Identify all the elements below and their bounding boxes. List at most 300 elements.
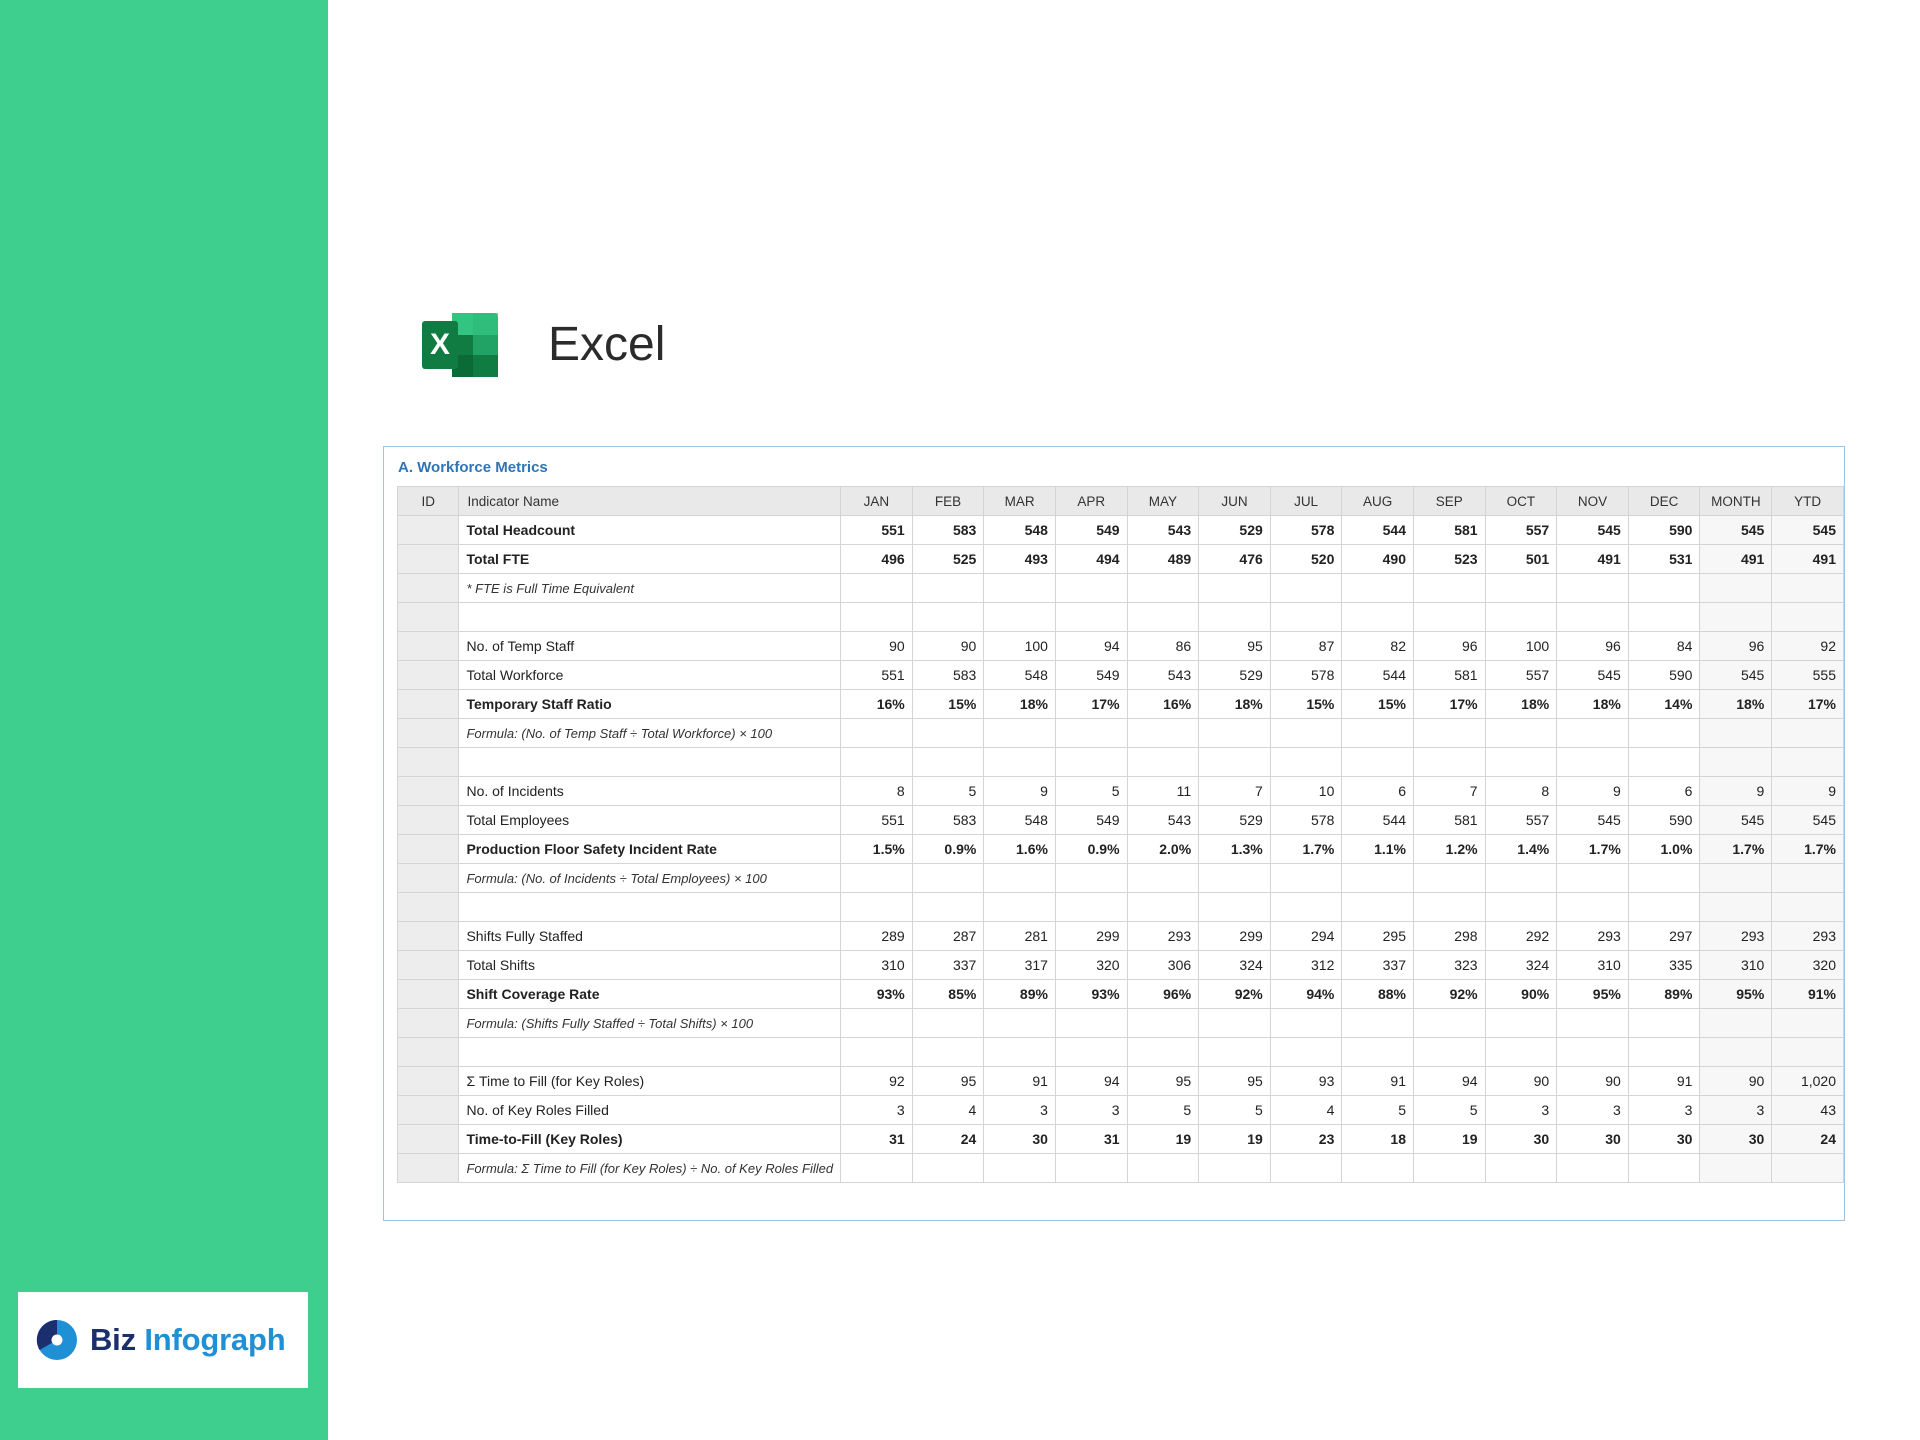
cell-month-summary[interactable]: 545 xyxy=(1700,516,1772,545)
cell-ytd-summary[interactable]: 9 xyxy=(1772,777,1844,806)
cell-month-value[interactable] xyxy=(984,574,1056,603)
cell-id[interactable] xyxy=(398,806,459,835)
cell-month-value[interactable] xyxy=(1199,748,1271,777)
cell-formula-note[interactable]: Formula: (No. of Temp Staff ÷ Total Workforce) × 100 xyxy=(459,719,841,748)
cell-ytd-summary[interactable]: 24 xyxy=(1772,1125,1844,1154)
cell-month-value[interactable] xyxy=(1413,574,1485,603)
cell-month-value[interactable]: 294 xyxy=(1270,922,1342,951)
cell-month-value[interactable]: 90 xyxy=(912,632,984,661)
cell-month-value[interactable]: 92% xyxy=(1199,980,1271,1009)
cell-month-value[interactable]: 281 xyxy=(984,922,1056,951)
cell-month-value[interactable] xyxy=(1557,748,1629,777)
cell-month-summary[interactable] xyxy=(1700,603,1772,632)
cell-ytd-summary[interactable]: 91% xyxy=(1772,980,1844,1009)
cell-month-value[interactable]: 295 xyxy=(1342,922,1414,951)
column-header-ytd[interactable]: YTD xyxy=(1772,487,1844,516)
cell-month-value[interactable]: 7 xyxy=(1199,777,1271,806)
cell-month-summary[interactable]: 545 xyxy=(1700,806,1772,835)
cell-month-value[interactable]: 19 xyxy=(1413,1125,1485,1154)
cell-month-value[interactable] xyxy=(1270,1154,1342,1183)
column-header-feb[interactable]: FEB xyxy=(912,487,984,516)
cell-month-value[interactable]: 5 xyxy=(1199,1096,1271,1125)
column-header-month[interactable]: MONTH xyxy=(1700,487,1772,516)
column-header-apr[interactable]: APR xyxy=(1055,487,1127,516)
cell-indicator-name[interactable]: Total FTE xyxy=(459,545,841,574)
cell-month-value[interactable]: 337 xyxy=(1342,951,1414,980)
cell-indicator-name[interactable] xyxy=(459,603,841,632)
cell-month-value[interactable]: 1.2% xyxy=(1413,835,1485,864)
cell-month-value[interactable]: 551 xyxy=(841,516,913,545)
cell-month-summary[interactable] xyxy=(1700,748,1772,777)
cell-month-value[interactable]: 544 xyxy=(1342,806,1414,835)
cell-month-value[interactable]: 93 xyxy=(1270,1067,1342,1096)
cell-month-value[interactable] xyxy=(1413,893,1485,922)
cell-month-value[interactable]: 96 xyxy=(1557,632,1629,661)
cell-indicator-name[interactable]: Temporary Staff Ratio xyxy=(459,690,841,719)
cell-month-value[interactable] xyxy=(841,603,913,632)
cell-month-value[interactable]: 548 xyxy=(984,661,1056,690)
cell-month-value[interactable]: 324 xyxy=(1485,951,1557,980)
cell-ytd-summary[interactable]: 92 xyxy=(1772,632,1844,661)
cell-month-value[interactable]: 82 xyxy=(1342,632,1414,661)
cell-formula-note[interactable]: Formula: (Shifts Fully Staffed ÷ Total Shifts) × 100 xyxy=(459,1009,841,1038)
cell-month-value[interactable] xyxy=(912,1009,984,1038)
cell-month-value[interactable] xyxy=(1342,748,1414,777)
cell-id[interactable] xyxy=(398,1154,459,1183)
cell-id[interactable] xyxy=(398,893,459,922)
cell-month-value[interactable] xyxy=(912,893,984,922)
cell-month-summary[interactable] xyxy=(1700,864,1772,893)
column-header-jun[interactable]: JUN xyxy=(1199,487,1271,516)
column-header-oct[interactable]: OCT xyxy=(1485,487,1557,516)
column-header-jul[interactable]: JUL xyxy=(1270,487,1342,516)
cell-month-value[interactable]: 548 xyxy=(984,806,1056,835)
cell-indicator-name[interactable]: Time-to-Fill (Key Roles) xyxy=(459,1125,841,1154)
cell-month-value[interactable]: 297 xyxy=(1628,922,1700,951)
cell-month-value[interactable] xyxy=(1199,603,1271,632)
cell-month-summary[interactable]: 310 xyxy=(1700,951,1772,980)
cell-month-value[interactable]: 15% xyxy=(1270,690,1342,719)
cell-month-value[interactable]: 16% xyxy=(1127,690,1199,719)
column-header-id[interactable]: ID xyxy=(398,487,459,516)
cell-month-value[interactable] xyxy=(1055,719,1127,748)
cell-month-value[interactable] xyxy=(984,893,1056,922)
cell-month-value[interactable] xyxy=(1055,1038,1127,1067)
cell-month-value[interactable]: 299 xyxy=(1199,922,1271,951)
cell-month-value[interactable]: 18 xyxy=(1342,1125,1414,1154)
cell-month-value[interactable]: 335 xyxy=(1628,951,1700,980)
cell-month-value[interactable]: 86 xyxy=(1127,632,1199,661)
cell-month-value[interactable]: 501 xyxy=(1485,545,1557,574)
cell-month-value[interactable] xyxy=(1127,748,1199,777)
cell-month-value[interactable]: 312 xyxy=(1270,951,1342,980)
cell-month-value[interactable]: 95% xyxy=(1557,980,1629,1009)
cell-ytd-summary[interactable] xyxy=(1772,719,1844,748)
cell-month-summary[interactable] xyxy=(1700,574,1772,603)
cell-month-value[interactable]: 92% xyxy=(1413,980,1485,1009)
cell-month-value[interactable]: 94% xyxy=(1270,980,1342,1009)
cell-month-value[interactable] xyxy=(1055,893,1127,922)
cell-month-value[interactable] xyxy=(912,719,984,748)
cell-indicator-name[interactable] xyxy=(459,748,841,777)
cell-month-value[interactable] xyxy=(1127,1154,1199,1183)
cell-month-value[interactable] xyxy=(1055,574,1127,603)
cell-month-value[interactable] xyxy=(1628,1038,1700,1067)
cell-month-value[interactable] xyxy=(1485,603,1557,632)
cell-month-value[interactable]: 581 xyxy=(1413,661,1485,690)
cell-id[interactable] xyxy=(398,1038,459,1067)
cell-indicator-name[interactable]: Production Floor Safety Incident Rate xyxy=(459,835,841,864)
cell-month-value[interactable] xyxy=(1127,864,1199,893)
cell-month-value[interactable]: 5 xyxy=(1127,1096,1199,1125)
cell-month-value[interactable] xyxy=(841,748,913,777)
cell-month-value[interactable] xyxy=(1199,719,1271,748)
cell-month-value[interactable] xyxy=(1413,864,1485,893)
cell-month-value[interactable]: 317 xyxy=(984,951,1056,980)
cell-month-value[interactable]: 578 xyxy=(1270,661,1342,690)
cell-month-value[interactable] xyxy=(1342,1038,1414,1067)
cell-month-value[interactable]: 18% xyxy=(1199,690,1271,719)
cell-month-value[interactable] xyxy=(1270,1009,1342,1038)
column-header-aug[interactable]: AUG xyxy=(1342,487,1414,516)
cell-ytd-summary[interactable] xyxy=(1772,893,1844,922)
cell-month-value[interactable] xyxy=(1557,864,1629,893)
cell-month-value[interactable] xyxy=(1485,864,1557,893)
cell-indicator-name[interactable]: Total Workforce xyxy=(459,661,841,690)
cell-month-value[interactable] xyxy=(1342,893,1414,922)
cell-id[interactable] xyxy=(398,980,459,1009)
cell-month-value[interactable]: 298 xyxy=(1413,922,1485,951)
cell-id[interactable] xyxy=(398,545,459,574)
cell-month-value[interactable]: 1.5% xyxy=(841,835,913,864)
cell-month-value[interactable]: 306 xyxy=(1127,951,1199,980)
cell-month-value[interactable] xyxy=(1413,1009,1485,1038)
cell-month-value[interactable] xyxy=(1413,603,1485,632)
cell-month-value[interactable]: 590 xyxy=(1628,516,1700,545)
cell-month-value[interactable]: 18% xyxy=(1557,690,1629,719)
cell-month-value[interactable] xyxy=(1485,893,1557,922)
cell-id[interactable] xyxy=(398,777,459,806)
cell-month-value[interactable]: 3 xyxy=(1485,1096,1557,1125)
cell-month-value[interactable]: 493 xyxy=(984,545,1056,574)
cell-month-value[interactable]: 1.6% xyxy=(984,835,1056,864)
cell-month-value[interactable]: 14% xyxy=(1628,690,1700,719)
cell-month-value[interactable]: 545 xyxy=(1557,661,1629,690)
cell-month-value[interactable] xyxy=(1342,1154,1414,1183)
cell-month-value[interactable]: 491 xyxy=(1557,545,1629,574)
cell-month-value[interactable] xyxy=(1628,748,1700,777)
cell-id[interactable] xyxy=(398,632,459,661)
cell-month-value[interactable] xyxy=(1127,1038,1199,1067)
cell-month-value[interactable]: 525 xyxy=(912,545,984,574)
cell-month-value[interactable]: 17% xyxy=(1413,690,1485,719)
cell-month-value[interactable] xyxy=(1127,893,1199,922)
cell-month-value[interactable]: 91 xyxy=(1342,1067,1414,1096)
cell-month-value[interactable]: 520 xyxy=(1270,545,1342,574)
cell-ytd-summary[interactable]: 545 xyxy=(1772,516,1844,545)
cell-formula-note[interactable]: Formula: (No. of Incidents ÷ Total Employees) × 100 xyxy=(459,864,841,893)
cell-month-value[interactable]: 1.7% xyxy=(1270,835,1342,864)
cell-month-value[interactable]: 293 xyxy=(1127,922,1199,951)
cell-month-value[interactable]: 1.0% xyxy=(1628,835,1700,864)
cell-month-value[interactable]: 3 xyxy=(984,1096,1056,1125)
column-header-sep[interactable]: SEP xyxy=(1413,487,1485,516)
cell-ytd-summary[interactable] xyxy=(1772,748,1844,777)
cell-month-value[interactable] xyxy=(1342,864,1414,893)
cell-month-value[interactable]: 17% xyxy=(1055,690,1127,719)
cell-month-value[interactable]: 543 xyxy=(1127,661,1199,690)
cell-month-summary[interactable]: 90 xyxy=(1700,1067,1772,1096)
cell-month-summary[interactable] xyxy=(1700,719,1772,748)
cell-month-value[interactable]: 95 xyxy=(912,1067,984,1096)
cell-month-value[interactable] xyxy=(841,864,913,893)
cell-indicator-name[interactable] xyxy=(459,1038,841,1067)
cell-month-value[interactable] xyxy=(984,603,1056,632)
cell-month-value[interactable] xyxy=(1557,603,1629,632)
cell-month-value[interactable] xyxy=(984,1009,1056,1038)
cell-month-value[interactable]: 100 xyxy=(1485,632,1557,661)
cell-month-value[interactable]: 529 xyxy=(1199,516,1271,545)
cell-month-value[interactable]: 30 xyxy=(1628,1125,1700,1154)
cell-month-value[interactable] xyxy=(1199,893,1271,922)
cell-month-value[interactable]: 323 xyxy=(1413,951,1485,980)
cell-month-value[interactable] xyxy=(841,893,913,922)
cell-month-value[interactable]: 89% xyxy=(984,980,1056,1009)
cell-month-value[interactable] xyxy=(1199,1009,1271,1038)
cell-id[interactable] xyxy=(398,922,459,951)
cell-indicator-name[interactable]: Shift Coverage Rate xyxy=(459,980,841,1009)
cell-month-value[interactable]: 7 xyxy=(1413,777,1485,806)
cell-month-value[interactable]: 24 xyxy=(912,1125,984,1154)
cell-ytd-summary[interactable] xyxy=(1772,864,1844,893)
cell-month-summary[interactable]: 96 xyxy=(1700,632,1772,661)
cell-month-value[interactable]: 529 xyxy=(1199,806,1271,835)
cell-month-value[interactable]: 3 xyxy=(841,1096,913,1125)
cell-month-value[interactable] xyxy=(1127,719,1199,748)
cell-month-value[interactable]: 590 xyxy=(1628,661,1700,690)
cell-month-value[interactable]: 18% xyxy=(1485,690,1557,719)
cell-month-value[interactable]: 549 xyxy=(1055,806,1127,835)
cell-month-value[interactable]: 581 xyxy=(1413,806,1485,835)
cell-month-value[interactable]: 4 xyxy=(912,1096,984,1125)
cell-month-value[interactable]: 30 xyxy=(984,1125,1056,1154)
cell-month-value[interactable]: 9 xyxy=(1557,777,1629,806)
cell-ytd-summary[interactable]: 1,020 xyxy=(1772,1067,1844,1096)
cell-month-value[interactable] xyxy=(1342,719,1414,748)
cell-month-value[interactable] xyxy=(1413,719,1485,748)
cell-month-value[interactable]: 11 xyxy=(1127,777,1199,806)
cell-month-value[interactable]: 90 xyxy=(841,632,913,661)
cell-month-value[interactable]: 95 xyxy=(1199,1067,1271,1096)
cell-id[interactable] xyxy=(398,719,459,748)
cell-month-value[interactable] xyxy=(1557,1038,1629,1067)
cell-month-value[interactable]: 557 xyxy=(1485,661,1557,690)
cell-month-value[interactable]: 8 xyxy=(841,777,913,806)
cell-month-value[interactable]: 0.9% xyxy=(912,835,984,864)
cell-month-value[interactable] xyxy=(1557,1154,1629,1183)
cell-month-value[interactable]: 583 xyxy=(912,806,984,835)
cell-month-value[interactable] xyxy=(1485,1154,1557,1183)
cell-month-value[interactable] xyxy=(1199,864,1271,893)
cell-month-value[interactable] xyxy=(1055,1154,1127,1183)
cell-month-value[interactable]: 337 xyxy=(912,951,984,980)
cell-month-value[interactable]: 31 xyxy=(841,1125,913,1154)
cell-month-value[interactable] xyxy=(841,719,913,748)
cell-month-value[interactable]: 96% xyxy=(1127,980,1199,1009)
cell-formula-note[interactable]: Formula: Σ Time to Fill (for Key Roles) ÷ No. of Key Roles Filled xyxy=(459,1154,841,1183)
cell-ytd-summary[interactable] xyxy=(1772,603,1844,632)
cell-month-value[interactable] xyxy=(1270,748,1342,777)
cell-indicator-name[interactable]: Total Shifts xyxy=(459,951,841,980)
cell-indicator-name[interactable]: No. of Incidents xyxy=(459,777,841,806)
cell-month-value[interactable] xyxy=(1557,574,1629,603)
cell-month-value[interactable] xyxy=(1557,719,1629,748)
cell-month-value[interactable] xyxy=(912,603,984,632)
cell-month-value[interactable]: 30 xyxy=(1485,1125,1557,1154)
cell-month-value[interactable]: 299 xyxy=(1055,922,1127,951)
cell-month-value[interactable]: 9 xyxy=(984,777,1056,806)
cell-month-value[interactable]: 590 xyxy=(1628,806,1700,835)
cell-month-value[interactable]: 545 xyxy=(1557,516,1629,545)
cell-month-value[interactable] xyxy=(912,1154,984,1183)
cell-month-summary[interactable]: 293 xyxy=(1700,922,1772,951)
cell-month-value[interactable] xyxy=(912,748,984,777)
cell-ytd-summary[interactable] xyxy=(1772,1154,1844,1183)
cell-month-value[interactable]: 100 xyxy=(984,632,1056,661)
cell-month-value[interactable] xyxy=(1055,603,1127,632)
cell-month-value[interactable] xyxy=(1485,1038,1557,1067)
cell-month-value[interactable] xyxy=(1127,1009,1199,1038)
cell-ytd-summary[interactable]: 43 xyxy=(1772,1096,1844,1125)
cell-indicator-name[interactable]: Total Headcount xyxy=(459,516,841,545)
cell-month-value[interactable]: 310 xyxy=(1557,951,1629,980)
cell-month-value[interactable]: 287 xyxy=(912,922,984,951)
cell-month-summary[interactable]: 9 xyxy=(1700,777,1772,806)
cell-month-value[interactable]: 549 xyxy=(1055,516,1127,545)
cell-month-value[interactable] xyxy=(1628,574,1700,603)
column-header-mar[interactable]: MAR xyxy=(984,487,1056,516)
cell-month-value[interactable]: 94 xyxy=(1055,632,1127,661)
cell-month-summary[interactable] xyxy=(1700,1009,1772,1038)
cell-month-value[interactable] xyxy=(1342,574,1414,603)
cell-month-value[interactable] xyxy=(1199,574,1271,603)
cell-month-summary[interactable]: 18% xyxy=(1700,690,1772,719)
cell-ytd-summary[interactable]: 320 xyxy=(1772,951,1844,980)
cell-month-value[interactable] xyxy=(1628,1009,1700,1038)
cell-month-value[interactable]: 90 xyxy=(1485,1067,1557,1096)
cell-id[interactable] xyxy=(398,603,459,632)
cell-month-summary[interactable]: 30 xyxy=(1700,1125,1772,1154)
cell-month-value[interactable] xyxy=(1199,1154,1271,1183)
cell-month-value[interactable]: 15% xyxy=(1342,690,1414,719)
cell-month-value[interactable]: 3 xyxy=(1055,1096,1127,1125)
cell-month-value[interactable]: 581 xyxy=(1413,516,1485,545)
cell-month-value[interactable]: 0.9% xyxy=(1055,835,1127,864)
cell-id[interactable] xyxy=(398,690,459,719)
cell-month-value[interactable] xyxy=(1270,1038,1342,1067)
cell-month-value[interactable]: 545 xyxy=(1557,806,1629,835)
cell-month-value[interactable]: 88% xyxy=(1342,980,1414,1009)
cell-month-value[interactable] xyxy=(912,1038,984,1067)
cell-indicator-name[interactable]: No. of Temp Staff xyxy=(459,632,841,661)
cell-month-value[interactable]: 548 xyxy=(984,516,1056,545)
cell-month-value[interactable]: 489 xyxy=(1127,545,1199,574)
cell-month-value[interactable] xyxy=(1628,893,1700,922)
cell-month-value[interactable]: 18% xyxy=(984,690,1056,719)
cell-month-value[interactable]: 1.4% xyxy=(1485,835,1557,864)
cell-month-value[interactable] xyxy=(1270,574,1342,603)
cell-month-value[interactable]: 94 xyxy=(1413,1067,1485,1096)
cell-month-value[interactable] xyxy=(1485,748,1557,777)
cell-month-value[interactable]: 543 xyxy=(1127,516,1199,545)
cell-month-value[interactable] xyxy=(1270,719,1342,748)
cell-month-value[interactable] xyxy=(912,574,984,603)
cell-month-value[interactable]: 10 xyxy=(1270,777,1342,806)
cell-month-value[interactable]: 549 xyxy=(1055,661,1127,690)
cell-month-value[interactable]: 85% xyxy=(912,980,984,1009)
cell-month-value[interactable]: 310 xyxy=(841,951,913,980)
cell-month-value[interactable]: 3 xyxy=(1628,1096,1700,1125)
cell-month-value[interactable]: 95 xyxy=(1199,632,1271,661)
cell-month-value[interactable]: 95 xyxy=(1127,1067,1199,1096)
cell-month-value[interactable]: 23 xyxy=(1270,1125,1342,1154)
cell-month-value[interactable]: 16% xyxy=(841,690,913,719)
cell-month-value[interactable] xyxy=(1485,1009,1557,1038)
cell-month-value[interactable]: 91 xyxy=(984,1067,1056,1096)
cell-month-value[interactable]: 5 xyxy=(1342,1096,1414,1125)
cell-month-value[interactable]: 19 xyxy=(1127,1125,1199,1154)
cell-month-value[interactable]: 496 xyxy=(841,545,913,574)
cell-month-value[interactable]: 324 xyxy=(1199,951,1271,980)
cell-month-value[interactable]: 2.0% xyxy=(1127,835,1199,864)
cell-month-value[interactable] xyxy=(912,864,984,893)
cell-id[interactable] xyxy=(398,835,459,864)
cell-month-value[interactable]: 90% xyxy=(1485,980,1557,1009)
cell-month-value[interactable] xyxy=(1413,748,1485,777)
cell-month-value[interactable]: 292 xyxy=(1485,922,1557,951)
cell-month-value[interactable] xyxy=(1485,719,1557,748)
cell-month-value[interactable] xyxy=(984,748,1056,777)
cell-month-value[interactable]: 19 xyxy=(1199,1125,1271,1154)
cell-id[interactable] xyxy=(398,748,459,777)
cell-month-value[interactable]: 551 xyxy=(841,661,913,690)
cell-indicator-name[interactable]: Shifts Fully Staffed xyxy=(459,922,841,951)
cell-month-summary[interactable]: 545 xyxy=(1700,661,1772,690)
cell-indicator-name[interactable]: Σ Time to Fill (for Key Roles) xyxy=(459,1067,841,1096)
cell-month-value[interactable]: 476 xyxy=(1199,545,1271,574)
cell-month-value[interactable]: 583 xyxy=(912,516,984,545)
cell-month-value[interactable] xyxy=(1199,1038,1271,1067)
cell-ytd-summary[interactable]: 1.7% xyxy=(1772,835,1844,864)
cell-ytd-summary[interactable] xyxy=(1772,574,1844,603)
cell-month-value[interactable]: 544 xyxy=(1342,516,1414,545)
column-header-may[interactable]: MAY xyxy=(1127,487,1199,516)
cell-month-value[interactable] xyxy=(841,1038,913,1067)
cell-month-value[interactable]: 6 xyxy=(1342,777,1414,806)
cell-month-value[interactable]: 5 xyxy=(912,777,984,806)
cell-month-value[interactable]: 293 xyxy=(1557,922,1629,951)
cell-ytd-summary[interactable] xyxy=(1772,1038,1844,1067)
cell-month-value[interactable]: 557 xyxy=(1485,516,1557,545)
cell-month-value[interactable]: 89% xyxy=(1628,980,1700,1009)
column-header-jan[interactable]: JAN xyxy=(841,487,913,516)
cell-ytd-summary[interactable]: 293 xyxy=(1772,922,1844,951)
cell-ytd-summary[interactable]: 491 xyxy=(1772,545,1844,574)
cell-ytd-summary[interactable]: 17% xyxy=(1772,690,1844,719)
cell-month-value[interactable]: 3 xyxy=(1557,1096,1629,1125)
cell-month-value[interactable] xyxy=(1628,603,1700,632)
cell-month-value[interactable]: 529 xyxy=(1199,661,1271,690)
